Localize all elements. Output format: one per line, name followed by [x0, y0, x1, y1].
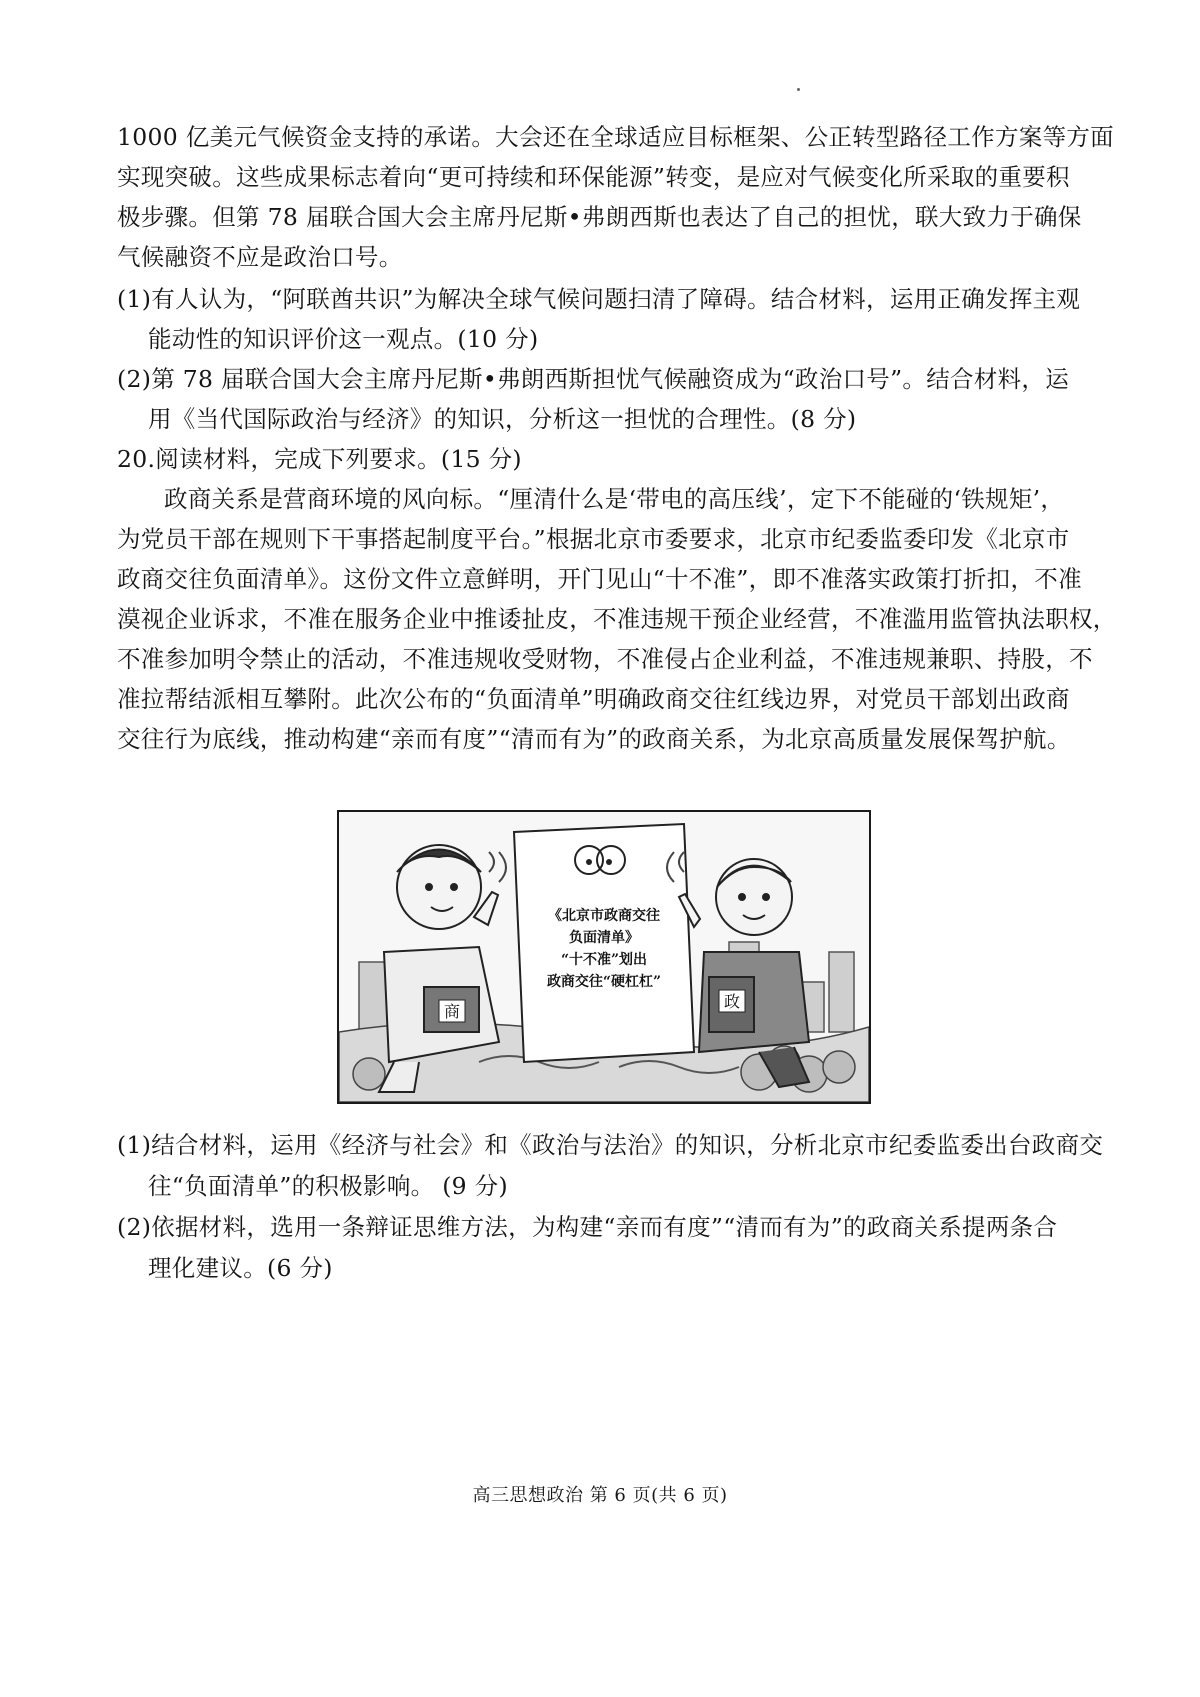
q19-sub1-line: (1)有人认为，“阿联酋共识”为解决全球气候问题扫清了障碍。结合材料，运用正确发挥主观 — [117, 285, 1081, 313]
q20-material-line: 漠视企业诉求，不准在服务企业中推诿扯皮，不准违规干预企业经营，不准滥用监管执法职权， — [117, 605, 1117, 633]
q20-material-line: 准拉帮结派相互攀附。此次公布的“负面清单”明确政商交往红线边界，对党员干部划出政商 — [117, 685, 1070, 713]
q20-material-line: 政商交往负面清单》。这份文件立意鲜明，开门见山“十不准”，即不准落实政策打折扣，不准 — [117, 565, 1082, 593]
right-bag-label: 政 — [723, 992, 741, 1011]
q20-material-line: 交往行为底线，推动构建“亲而有度”“清而有为”的政商关系，为北京高质量发展保驾护航。 — [117, 725, 1071, 753]
q20-material-line: 为党员干部在规则下干事搭起制度平台。”根据北京市委要求，北京市纪委监委印发《北京市 — [117, 525, 1070, 553]
poster-line: “十不准”划出 — [560, 952, 648, 968]
material-line: 气候融资不应是政治口号。 — [117, 243, 403, 271]
material-line: 1000 亿美元气候资金支持的承诺。大会还在全球适应目标框架、公正转型路径工作方案等方面 — [117, 123, 1114, 151]
negative-list-poster — [514, 824, 694, 1062]
cartoon-illustration — [337, 810, 871, 1104]
q20-sub2-line: (2)依据材料，选用一条辩证思维方法，为构建“亲而有度”“清而有为”的政商关系提两条合 — [117, 1213, 1058, 1241]
q20-material-line: 不准参加明令禁止的活动，不准违规收受财物，不准侵占企业利益，不准违规兼职、持股，不 — [117, 645, 1093, 673]
page-footer: 高三思想政治 第 6 页(共 6 页) — [472, 1485, 728, 1506]
scan-speck — [797, 88, 800, 91]
q20-heading: 20.阅读材料，完成下列要求。(15 分) — [117, 445, 522, 473]
q19-sub2-line: 用《当代国际政治与经济》的知识，分析这一担忧的合理性。(8 分) — [148, 405, 857, 433]
q20-sub1-line: (1)结合材料，运用《经济与社会》和《政治与法治》的知识，分析北京市纪委监委出台政商交 — [117, 1131, 1104, 1159]
q20-sub1-line: 往“负面清单”的积极影响。 (9 分) — [148, 1172, 508, 1200]
poster-line: 政商交往“硬杠杠” — [546, 974, 662, 990]
material-line: 实现突破。这些成果标志着向“更可持续和环保能源”转变，是应对气候变化所采取的重要积 — [117, 163, 1070, 191]
q19-sub1-line: 能动性的知识评价这一观点。(10 分) — [148, 325, 539, 353]
q20-material-line: 政商关系是营商环境的风向标。“厘清什么是‘带电的高压线’，定下不能碰的‘铁规矩’， — [164, 485, 1065, 513]
material-line: 极步骤。但第 78 届联合国大会主席丹尼斯•弗朗西斯也表达了自己的担忧，联大致力于确保 — [117, 203, 1082, 231]
poster-line: 《北京市政商交往 — [548, 908, 660, 924]
left-bag-label: 商 — [443, 1002, 461, 1021]
poster-line: 负面清单》 — [569, 930, 639, 946]
q19-sub2-line: (2)第 78 届联合国大会主席丹尼斯•弗朗西斯担忧气候融资成为“政治口号”。结合材料，运 — [117, 365, 1070, 393]
q20-sub2-line: 理化建议。(6 分) — [148, 1254, 333, 1282]
